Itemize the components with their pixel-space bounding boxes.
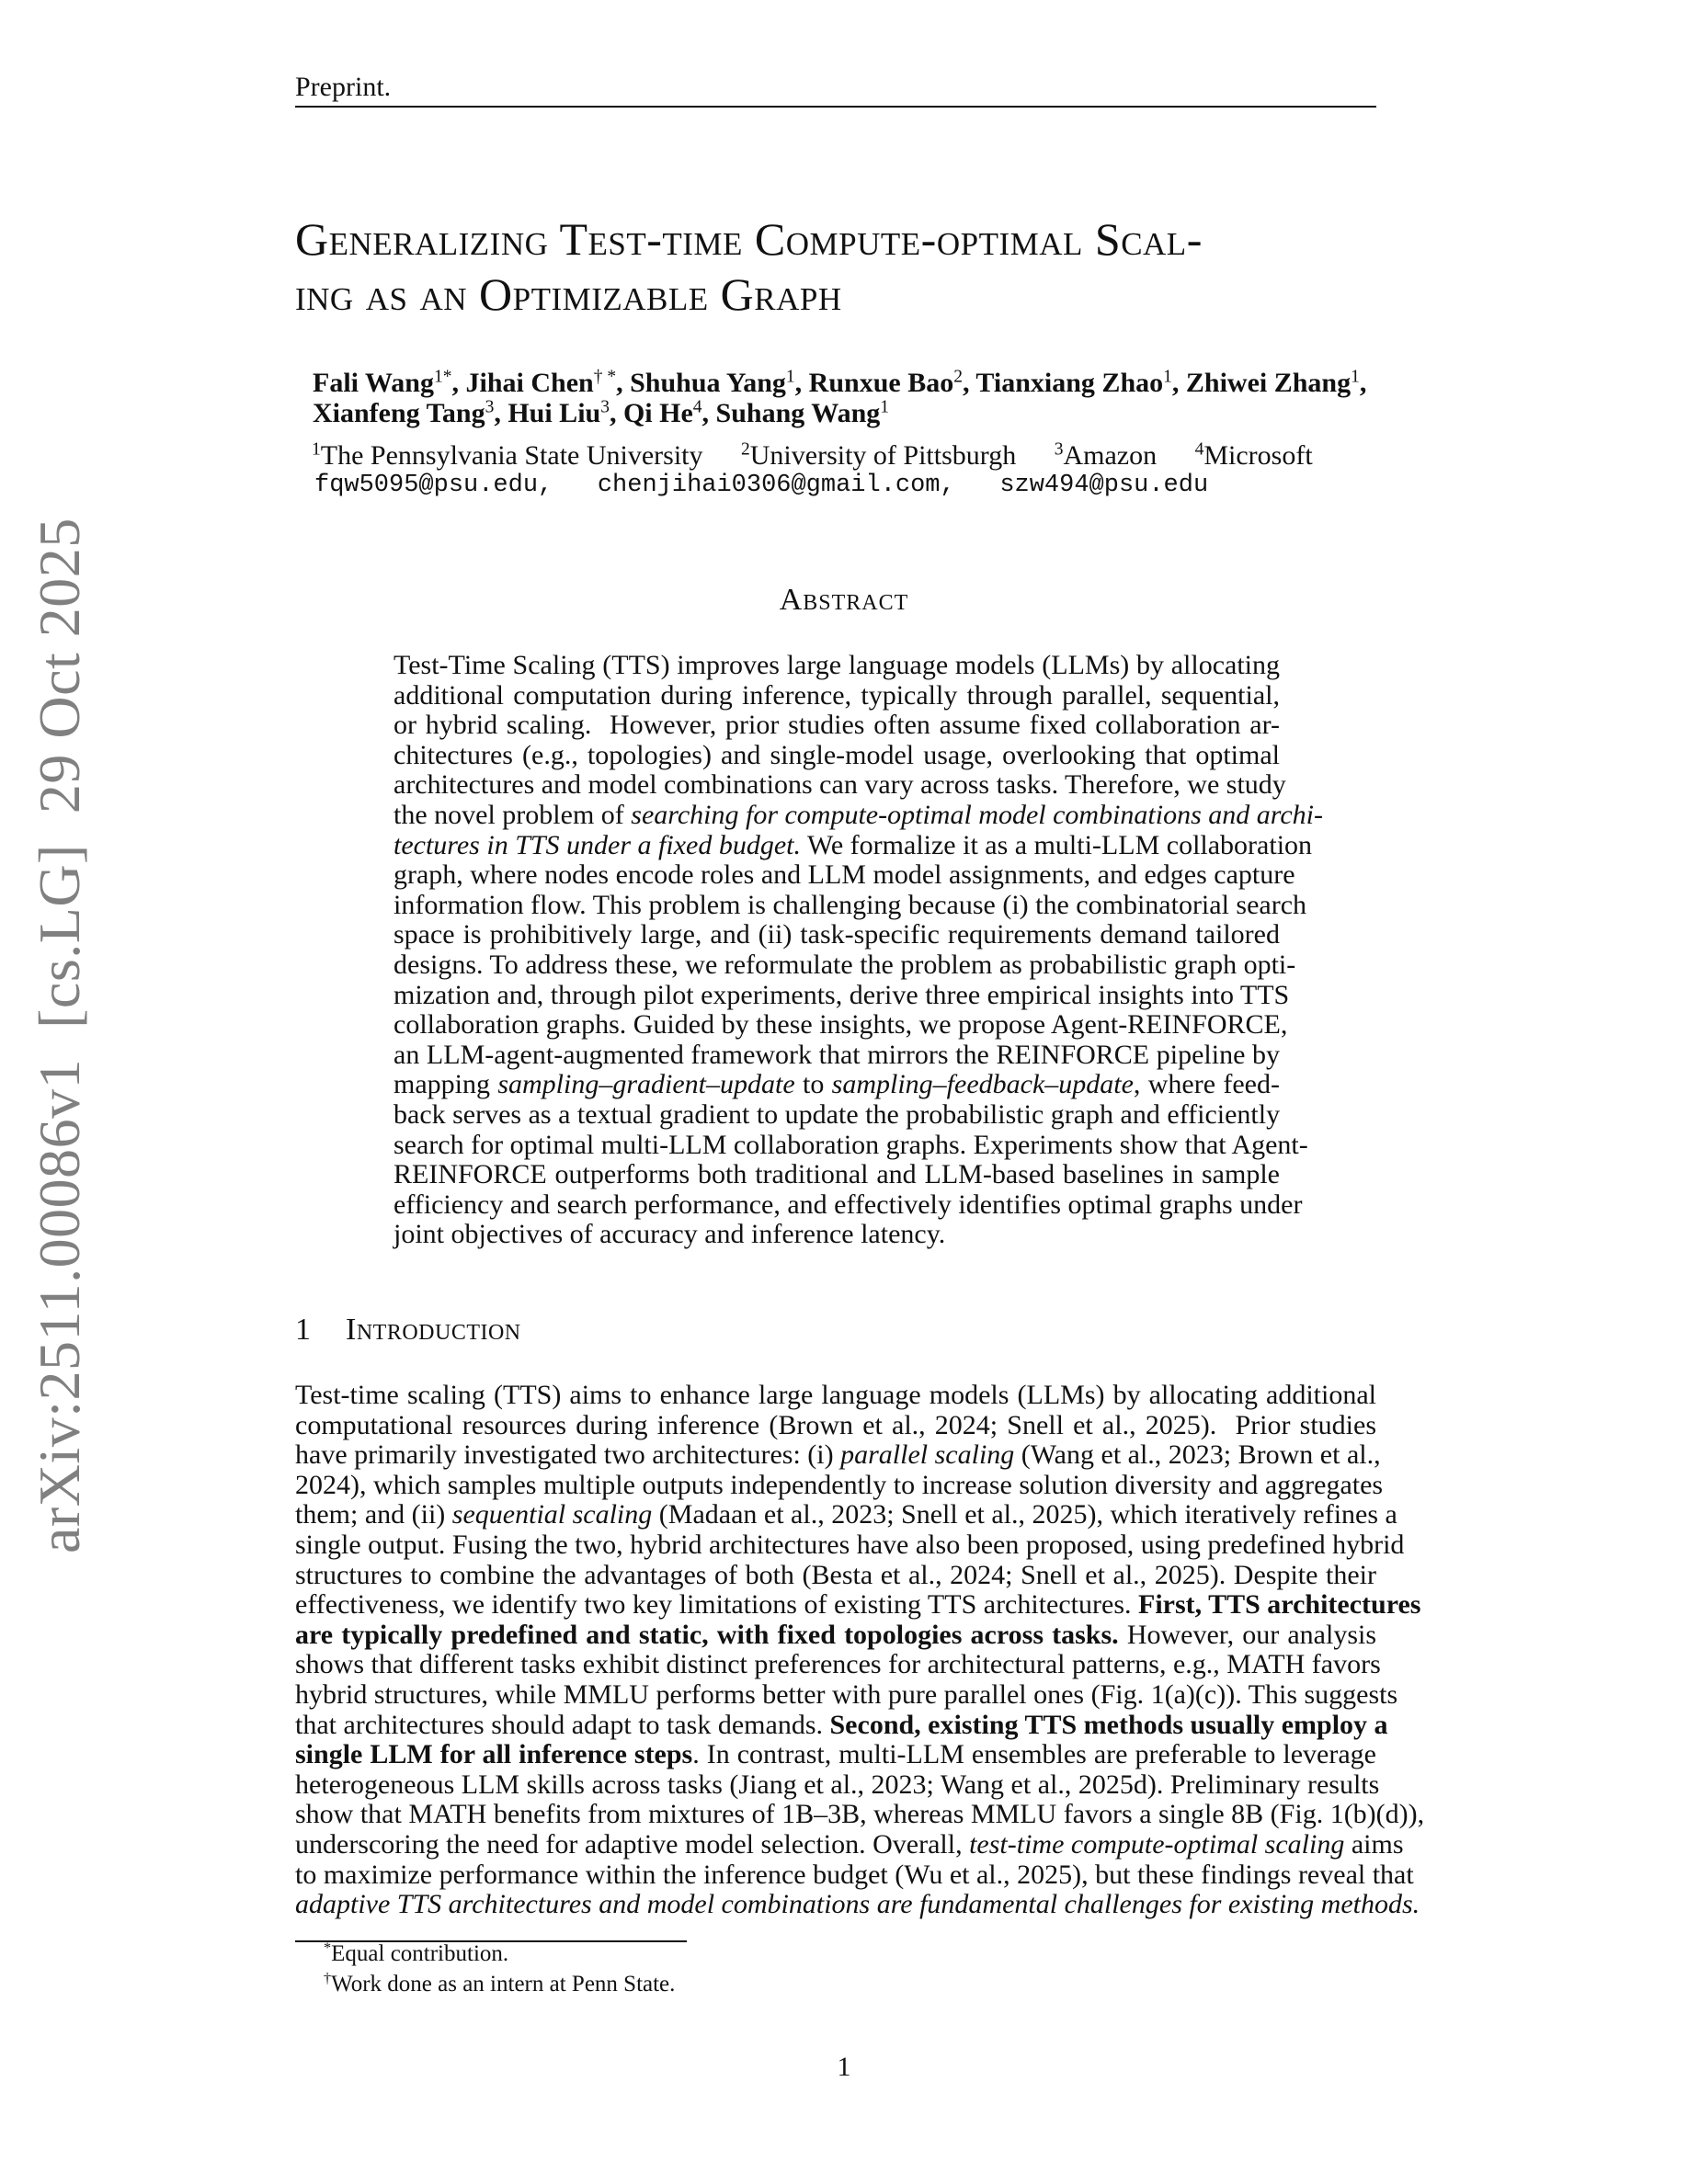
text-run: sampling–feedback–update xyxy=(831,1069,1134,1100)
text-line xyxy=(393,859,1295,891)
superscript-mark: * xyxy=(442,367,452,387)
text-run: searching for compute-optimal model combinations and archi- xyxy=(631,799,1323,830)
text-line xyxy=(295,1769,1380,1801)
text-line xyxy=(393,711,1280,741)
footnote xyxy=(324,1941,508,1967)
text-line xyxy=(295,1649,1381,1680)
author-list xyxy=(313,368,1366,428)
text-run: computational resources during inference (Brown et al., 2024; Snell et al., 2025). Prior studies xyxy=(295,1409,1376,1440)
superscript-mark: 1 xyxy=(880,397,890,417)
text-run: (Madaan et al., 2023; Snell et al., 2025), which iteratively refines a xyxy=(652,1499,1397,1530)
text-line xyxy=(295,1828,1404,1860)
text-line xyxy=(295,1678,1398,1711)
text-run: . In contrast, multi-LLM ensembles are preferable to leverage xyxy=(692,1739,1376,1770)
text-run: structures to combine the advantages of both (Besta et al., 2024; Snell et al., 2025). Despite their xyxy=(295,1559,1376,1590)
text-run: aims xyxy=(1344,1828,1404,1860)
superscript-mark: † * xyxy=(593,367,617,387)
text-run: , Zhiwei Zhang xyxy=(1171,368,1352,398)
text-run: , Hui Liu xyxy=(494,398,601,428)
text-line xyxy=(393,1160,1280,1190)
paper-title xyxy=(295,211,1398,322)
text-line xyxy=(393,681,1280,711)
text-run: Test-time scaling (TTS) aims to enhance large language models (LLMs) by allocating additional xyxy=(295,1380,1376,1410)
text-run: that architectures should adapt to task demands. xyxy=(295,1709,830,1740)
text-run: (Wang et al., 2023; Brown et al., xyxy=(1014,1439,1381,1471)
text-line xyxy=(393,1129,1308,1161)
text-run: Xianfeng Tang xyxy=(313,398,485,428)
text-run: additional computation during inference, typically through parallel, sequential, xyxy=(393,679,1280,711)
abstract-body xyxy=(393,650,1323,1250)
text-run: test-time compute-optimal scaling xyxy=(969,1828,1345,1860)
text-run: the novel problem of xyxy=(393,799,632,830)
affiliation-name: Microsoft xyxy=(1203,440,1313,471)
text-run: hybrid structures, while MMLU performs better with pure parallel ones (Fig. 1(a)(c)). This suggests xyxy=(295,1678,1398,1710)
text-run: Fali Wang xyxy=(313,368,434,398)
author-emails: fqw5095@psu.edu, chenjihai0306@gmail.com, szw494@psu.edu xyxy=(314,472,1209,499)
text-line xyxy=(393,769,1286,801)
text-line xyxy=(393,1220,1280,1250)
superscript-mark: 3 xyxy=(485,397,495,417)
text-line xyxy=(295,1799,1425,1830)
text-line xyxy=(393,979,1290,1011)
affiliation-name: The Pennsylvania State University xyxy=(320,440,703,471)
text-run: or hybrid scaling. However, prior studies often assume fixed collaboration ar- xyxy=(393,710,1280,741)
text-line xyxy=(393,949,1296,981)
text-run: information flow. This problem is challenging because (i) the combinatorial search xyxy=(393,889,1307,920)
text-line xyxy=(295,1411,1376,1441)
text-run: Test-Time Scaling (TTS) improves large language models (LLMs) by allocating xyxy=(393,650,1280,680)
text-run: , Runxue Bao xyxy=(794,368,954,398)
text-run: to maximize performance within the inference budget (Wu et al., 2025), but these findings reveal that xyxy=(295,1859,1414,1890)
affiliation-mark: 1 xyxy=(312,439,321,460)
text-line xyxy=(295,1589,1421,1621)
text-run: effectiveness, we identify two key limitations of existing TTS architectures. xyxy=(295,1589,1138,1621)
text-run: single LLM for all inference steps xyxy=(295,1739,693,1770)
text-run: parallel scaling xyxy=(840,1439,1015,1471)
text-run: However, our analysis xyxy=(1118,1619,1377,1650)
affiliation-mark: 2 xyxy=(741,439,750,460)
section-title: Introduction xyxy=(346,1313,521,1347)
text-line xyxy=(295,1499,1397,1530)
footnote-text: Work done as an intern at Penn State. xyxy=(331,1972,676,1996)
text-run: designs. To address these, we reformulate the problem as probabilistic graph opti- xyxy=(393,949,1296,980)
text-line xyxy=(393,920,1280,950)
text-run: joint objectives of accuracy and inference latency. xyxy=(393,1219,946,1250)
text-run: 2024), which samples multiple outputs independently to increase solution diversity and aggregates xyxy=(295,1469,1384,1500)
footnote-mark: * xyxy=(324,1939,332,1957)
superscript-mark: 1 xyxy=(785,367,795,387)
text-run: adaptive TTS architectures and model combinations are fundamental challenges for existing methods. xyxy=(295,1889,1420,1920)
text-run: an LLM-agent-augmented framework that mirrors the REINFORCE pipeline by xyxy=(393,1039,1280,1070)
text-line xyxy=(393,1041,1280,1071)
running-header: Preprint. xyxy=(295,72,392,102)
text-run: efficiency and search performance, and effectively identifies optimal graphs under xyxy=(393,1189,1303,1220)
superscript-mark: 1 xyxy=(1351,367,1360,387)
text-run: , Shuhua Yang xyxy=(616,368,786,398)
text-line xyxy=(393,1009,1288,1041)
text-run: shows that different tasks exhibit distinct preferences for architectural patterns, e.g., MATH favors xyxy=(295,1649,1381,1680)
text-line xyxy=(393,829,1313,861)
affiliation-mark: 3 xyxy=(1054,439,1064,460)
page-number: 1 xyxy=(837,2052,851,2082)
superscript-mark: 2 xyxy=(953,367,963,387)
text-run: We formalize it as a multi-LLM collaboration xyxy=(801,829,1313,860)
text-run: First, TTS architectures xyxy=(1138,1589,1421,1621)
text-run: collaboration graphs. Guided by these insights, we propose Agent-REINFORCE, xyxy=(393,1009,1288,1041)
text-run: single output. Fusing the two, hybrid architectures have also been proposed, using predefined hybrid xyxy=(295,1529,1405,1560)
text-run: to xyxy=(794,1069,832,1100)
title-line-1: Generalizing Test-time Compute-optimal Scal- xyxy=(295,213,1203,265)
text-run: tectures in TTS under a fixed budget. xyxy=(393,829,801,860)
affiliation-name: University of Pittsburgh xyxy=(749,440,1017,471)
superscript-mark: 3 xyxy=(600,397,610,417)
text-line xyxy=(295,1381,1376,1411)
text-run: back serves as a textual gradient to update the probabilistic graph and efficiently xyxy=(393,1098,1281,1130)
text-run: , Qi He xyxy=(609,398,693,428)
text-run: , xyxy=(1359,368,1367,398)
text-run: , Tianxiang Zhao xyxy=(962,368,1164,398)
author-line xyxy=(313,368,1366,398)
header-rule xyxy=(295,106,1376,108)
text-line xyxy=(393,889,1307,921)
text-line xyxy=(295,1740,1376,1770)
superscript-mark: 1 xyxy=(1163,367,1172,387)
affiliations xyxy=(312,440,1313,472)
text-line xyxy=(295,1621,1376,1651)
text-line xyxy=(393,1100,1280,1131)
text-run: graph, where nodes encode roles and LLM model assignments, and edges capture xyxy=(393,859,1295,891)
text-run: space is prohibitively large, and (ii) task-specific requirements demand tailored xyxy=(393,919,1280,950)
author-line xyxy=(313,398,1366,428)
superscript-mark: 1 xyxy=(433,367,443,387)
arxiv-identifier-sidebar: arXiv:2511.00086v1 [cs.LG] 29 Oct 2025 xyxy=(27,518,92,1553)
text-run: , Suhang Wang xyxy=(701,398,881,428)
text-run: mapping xyxy=(393,1069,498,1100)
text-run: , Jihai Chen xyxy=(451,368,594,398)
text-run: chitectures (e.g., topologies) and single-model usage, overlooking that optimal xyxy=(393,739,1280,770)
affiliation-name: Amazon xyxy=(1063,440,1158,471)
text-line xyxy=(295,1469,1384,1501)
text-run: sampling–gradient–update xyxy=(497,1069,795,1100)
text-run: have primarily investigated two architectures: (i) xyxy=(295,1439,841,1471)
text-run: mization and, through pilot experiments, derive three empirical insights into TTS xyxy=(393,979,1290,1010)
text-line xyxy=(393,1189,1303,1221)
text-line xyxy=(393,799,1323,831)
text-line xyxy=(295,1709,1388,1741)
footnote-text: Equal contribution. xyxy=(331,1941,509,1966)
section-number: 1 xyxy=(295,1313,312,1347)
title-line-2: ing as an Optimizable Graph xyxy=(295,268,842,320)
text-run: , where feed- xyxy=(1133,1069,1280,1100)
text-line xyxy=(393,651,1280,681)
text-line xyxy=(295,1529,1405,1561)
text-run: architectures and model combinations can vary across tasks. Therefore, we study xyxy=(393,769,1286,801)
footnote-mark: † xyxy=(324,1970,332,1987)
text-run: Second, existing TTS methods usually employ a xyxy=(829,1709,1388,1740)
text-run: search for optimal multi-LLM collaboration graphs. Experiments show that Agent- xyxy=(393,1129,1308,1160)
text-line xyxy=(295,1561,1376,1591)
text-run: underscoring the need for adaptive model selection. Overall, xyxy=(295,1828,970,1860)
introduction-body xyxy=(295,1380,1425,1920)
footnote xyxy=(324,1972,675,1997)
text-line xyxy=(295,1439,1381,1471)
abstract-heading: Abstract xyxy=(779,583,909,617)
text-line xyxy=(393,741,1280,771)
text-line xyxy=(295,1889,1420,1920)
text-run: sequential scaling xyxy=(451,1499,653,1530)
affiliation-mark: 4 xyxy=(1194,439,1204,460)
text-run: REINFORCE outperforms both traditional and LLM-based baselines in sample xyxy=(393,1159,1280,1190)
text-run: show that MATH benefits from mixtures of 1B–3B, whereas MMLU favors a single 8B (Fig. 1(b)(d)), xyxy=(295,1799,1425,1830)
text-run: heterogeneous LLM skills across tasks (Jiang et al., 2023; Wang et al., 2025d). Preliminary results xyxy=(295,1769,1380,1800)
superscript-mark: 4 xyxy=(692,397,702,417)
text-line xyxy=(295,1859,1414,1891)
text-run: are typically predefined and static, with fixed topologies across tasks. xyxy=(295,1619,1119,1650)
section-heading-introduction xyxy=(295,1313,521,1348)
text-run: them; and (ii) xyxy=(295,1499,452,1530)
text-line xyxy=(393,1070,1280,1100)
